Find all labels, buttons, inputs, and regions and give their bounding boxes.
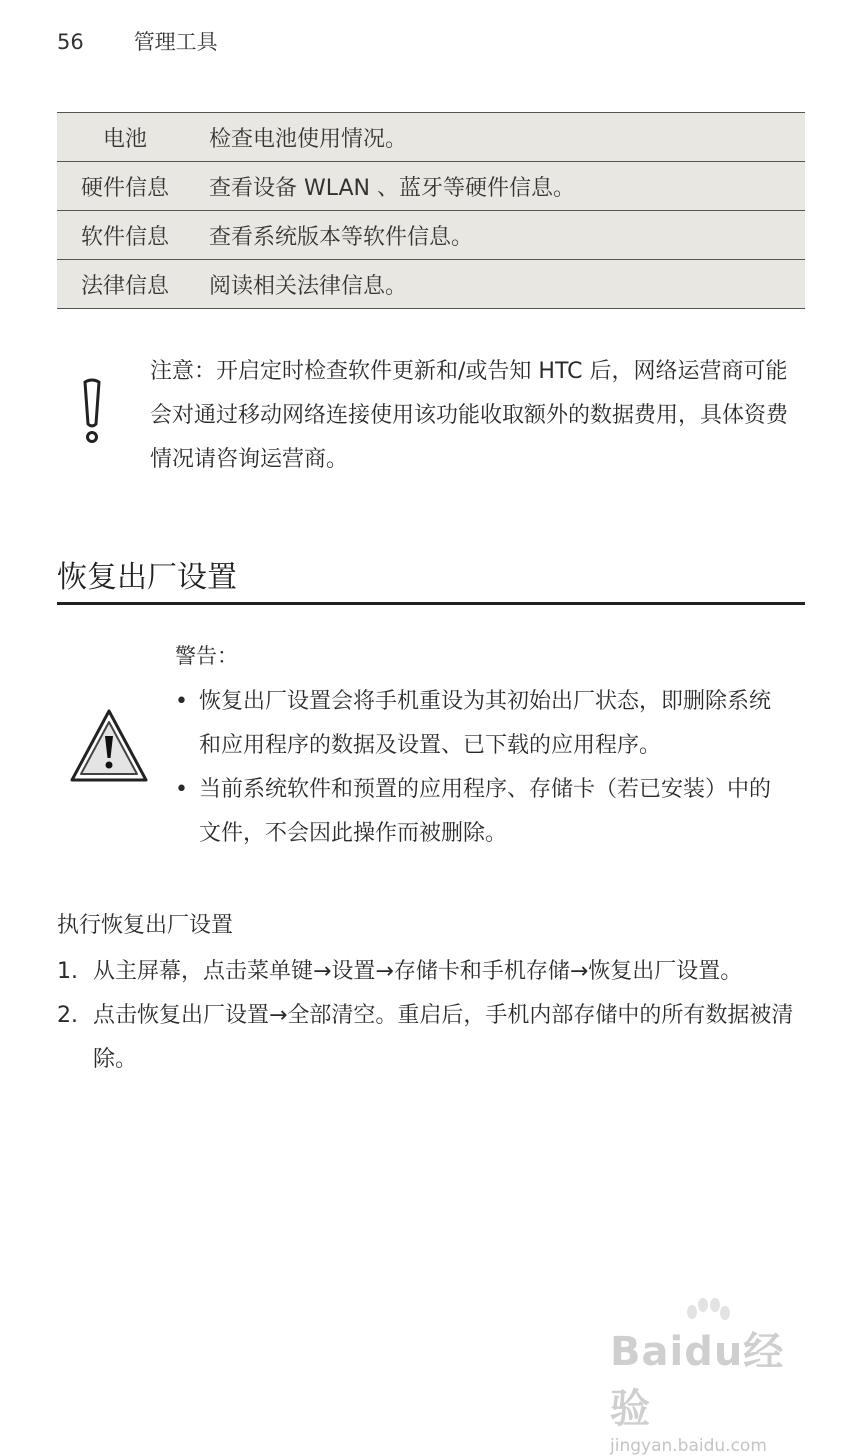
step-number: 2. <box>57 1003 78 1028</box>
section-title: 恢复出厂设置 <box>57 552 805 605</box>
table-key: 硬件信息 <box>57 162 193 211</box>
baidu-watermark <box>610 1298 810 1456</box>
warning-item-text: 恢复出厂设置会将手机重设为其初始出厂状态，即删除系统和应用程序的数据及设置、已下载的应用程序。 <box>199 689 772 758</box>
step-number: 1. <box>57 959 78 984</box>
table-row <box>57 260 805 309</box>
warning-list <box>175 680 785 856</box>
table-value: 阅读相关法律信息。 <box>193 260 805 309</box>
list-item <box>175 768 785 856</box>
list-item <box>57 950 797 994</box>
exclamation-icon <box>79 378 105 450</box>
info-table <box>57 112 805 309</box>
procedure-title: 执行恢复出厂设置 <box>57 913 234 938</box>
table-key: 软件信息 <box>57 211 193 260</box>
procedure-steps <box>57 950 797 1082</box>
table-value: 查看系统版本等软件信息。 <box>193 211 805 260</box>
warning-item-text: 当前系统软件和预置的应用程序、存储卡（若已安装）中的文件，不会因此操作而被删除。 <box>199 777 772 846</box>
bullet-icon: • <box>175 689 188 714</box>
warning-triangle-icon <box>70 708 148 788</box>
paw-icon <box>682 1298 732 1336</box>
table-key: 法律信息 <box>57 260 193 309</box>
bullet-icon: • <box>175 777 188 802</box>
note-text: 注意：开启定时检查软件更新和/或告知 HTC 后，网络运营商可能会对通过移动网络连接使用该功能收取额外的数据费用，具体资费情况请咨询运营商。 <box>150 359 789 472</box>
table-row <box>57 211 805 260</box>
table-key: 电池 <box>57 113 193 162</box>
watermark-logo: Baidu经验 <box>610 1329 785 1432</box>
table-value: 查看设备 WLAN 、蓝牙等硬件信息。 <box>193 162 805 211</box>
running-section-title: 管理工具 <box>133 30 218 54</box>
step-text: 从主屏幕，点击菜单键→设置→存储卡和手机存储→恢复出厂设置。 <box>93 959 743 984</box>
list-item <box>57 994 797 1082</box>
table-row <box>57 113 805 162</box>
watermark-url: jingyan.baidu.com <box>610 1436 767 1456</box>
page-number: 56 <box>57 30 84 54</box>
table-row <box>57 162 805 211</box>
list-item <box>175 680 785 768</box>
step-text: 点击恢复出厂设置→全部清空。重启后，手机内部存储中的所有数据被清除。 <box>93 1003 794 1072</box>
warning-title: 警告： <box>175 644 238 668</box>
page-header <box>57 26 218 56</box>
table-value: 检查电池使用情况。 <box>193 113 805 162</box>
